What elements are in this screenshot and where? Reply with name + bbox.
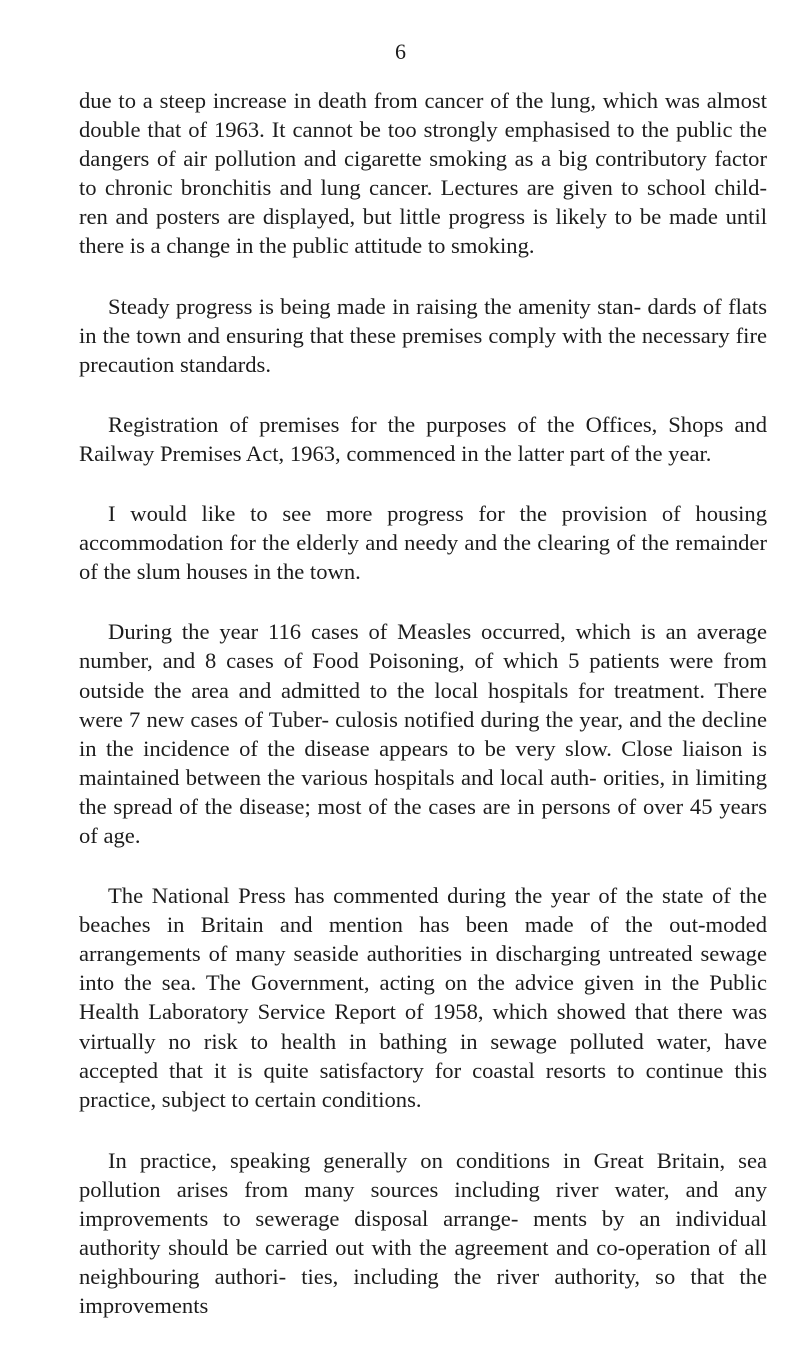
paragraph-lung-cancer-smoking: due to a steep increase in death from cancer of the lung, which was almost double that of 1963. It cannot be too strongly emphasised to the public the dangers of air pollution and cigarette smoking as a big contributory factor to chronic bronchitis and lung cancer. Lectures are given to school child- ren and posters are displayed, but little progress is likely to be made until there is a change in the public attitude to smoking.: [79, 88, 767, 259]
paragraph-sea-pollution: In practice, speaking generally on conditions in Great Britain, sea pollution arises from many sources including river water, and any improvements to sewerage disposal arrange- ments by an individual authority should be carried out with the agreement and co-operation of all neighbouring authori- ties, including the river authority, so that the improvements: [79, 1147, 767, 1319]
paragraph-flats-fire-precaution: Steady progress is being made in raising the amenity stan- dards of flats in the town and ensuring that these premises comply with the necessary fire precaution standards.: [79, 293, 767, 377]
paragraph-housing-elderly: I would like to see more progress for the provision of housing accommodation for the elderly and needy and the clearing of the remainder of the slum houses in the town.: [79, 501, 767, 585]
page-number: 6: [395, 39, 406, 64]
paragraph-offices-shops-act: Registration of premises for the purposes of the Offices, Shops and Railway Premises Act, 1963, commenced in the latter part of the year.: [79, 411, 767, 466]
paragraph-beach-sewage: The National Press has commented during the year of the state of the beaches in Britain and mention has been made of the out-moded arrangements of many seaside authorities in discharging untreated sewage into the sea. The Government, acting on the advice given in the Public Health Laboratory Service Report of 1958, which showed that there was virtually no risk to health in bathing in sewage polluted water, have accepted that it is quite satisfactory for coastal resorts to continue this practice, subject to certain conditions.: [79, 883, 767, 1112]
paragraph-infectious-diseases: During the year 116 cases of Measles occurred, which is an average number, and 8 cases of Food Poisoning, of which 5 patients were from outside the area and admitted to the local hospitals for treatment. There were 7 new cases of Tuber- culosis notified during the year, and the decline in the incidence of the disease appears to be very slow. Close liaison is maintained between the various hospitals and local auth- orities, in limiting the spread of the disease; most of the cases are in persons of over 45 years of age.: [79, 619, 767, 848]
body-text: [79, 86, 767, 1320]
